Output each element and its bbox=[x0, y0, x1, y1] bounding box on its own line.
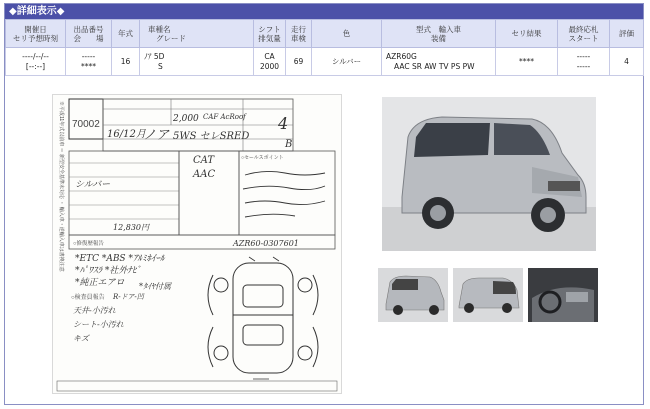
minivan-front-thumb[interactable] bbox=[378, 268, 448, 322]
sheet-sales-label: ○セールスポイント bbox=[241, 155, 284, 161]
sheet-lot-number: 70002 bbox=[72, 119, 100, 130]
sheet-fuel: CAF AcRoof bbox=[203, 113, 246, 121]
sheet-inspect-label: ○検査員報告 bbox=[71, 295, 105, 301]
col-mileage: 走行 車検 bbox=[286, 20, 312, 48]
sheet-interior: B bbox=[285, 139, 293, 150]
sheet-inspect-4: キズ bbox=[73, 334, 89, 343]
cell-shift: CA 2000 bbox=[254, 48, 286, 76]
sheet-shift: CAT bbox=[193, 155, 214, 166]
sheet-recycle: 12,830円 bbox=[113, 223, 149, 232]
cell-model: ﾉｱ 5D S bbox=[140, 48, 254, 76]
table-row bbox=[6, 48, 644, 76]
silver-minivan-front-photo[interactable] bbox=[382, 97, 596, 251]
col-date: 開催日 セリ予想時刻 bbox=[6, 20, 66, 48]
panel-title: ◆詳細表示◆ bbox=[5, 4, 643, 19]
interior-thumb[interactable] bbox=[528, 268, 598, 322]
sheet-equip-3: *純正エアロ bbox=[75, 278, 125, 288]
sheet-model-name: ノア bbox=[143, 128, 170, 143]
sheet-equip-1: *ETC *ABS *ｱﾙﾐﾎｲｰﾙ bbox=[75, 254, 165, 264]
sheet-score: 4 bbox=[278, 114, 289, 133]
sheet-inspect-1: R-ドア-凹 bbox=[113, 293, 144, 301]
cell-mileage: 69 bbox=[286, 48, 312, 76]
cell-result: **** bbox=[496, 48, 558, 76]
cell-date: ----/--/-- [--:--] bbox=[6, 48, 66, 76]
col-result: セリ結果 bbox=[496, 20, 558, 48]
cell-year: 16 bbox=[112, 48, 140, 76]
col-year: 年式 bbox=[112, 20, 140, 48]
cell-score: 4 bbox=[610, 48, 644, 76]
col-score: 評価 bbox=[610, 20, 644, 48]
col-shift: シフト 排気量 bbox=[254, 20, 286, 48]
col-lastbid: 最終応札 スタート bbox=[558, 20, 610, 48]
cell-lastbid: ----- ----- bbox=[558, 48, 610, 76]
minivan-rear-thumb[interactable] bbox=[453, 268, 523, 322]
sheet-chassis: AZR60-0307601 bbox=[233, 239, 299, 248]
auction-sheet-image[interactable] bbox=[52, 94, 342, 394]
sheet-damage-label: ○修復歴報告 bbox=[73, 241, 104, 247]
vehicle-info-table bbox=[5, 19, 644, 76]
sheet-inspect-2: 天井-小汚れ bbox=[73, 306, 116, 315]
table-header-row bbox=[6, 20, 644, 48]
col-type: 型式 輸入車 装備 bbox=[382, 20, 496, 48]
col-model: 車種名 グレード bbox=[140, 20, 254, 48]
sheet-equip-2: *ﾊﾟﾜｽﾗ *社外ﾅﾋﾞ bbox=[75, 266, 141, 276]
sheet-equip-4: *ﾀｲﾔ付属 bbox=[139, 282, 171, 291]
sheet-aircon: AAC bbox=[193, 169, 216, 180]
car-damage-diagram bbox=[208, 257, 318, 379]
cell-color: シルバー bbox=[312, 48, 382, 76]
col-lot: 出品番号 会 場 bbox=[66, 20, 112, 48]
sheet-inspect-3: シート-小汚れ bbox=[73, 320, 124, 329]
cell-type: AZR60G AAC SR AW TV PS PW bbox=[382, 48, 496, 76]
sheet-displacement: 2,000 bbox=[173, 114, 199, 124]
sheet-color: シルバー bbox=[75, 180, 111, 190]
cell-lot: ----- **** bbox=[66, 48, 112, 76]
sheet-year-month: 16/12月 bbox=[107, 129, 146, 140]
col-color: 色 bbox=[312, 20, 382, 48]
sheet-grade: 5WS セレSRED bbox=[173, 131, 250, 142]
sheet-left-note: ※平成11年式以前車 ＝ 新型安全基準未対応 ・ 輸入車・逆輸入車は書換注意 bbox=[58, 101, 64, 272]
